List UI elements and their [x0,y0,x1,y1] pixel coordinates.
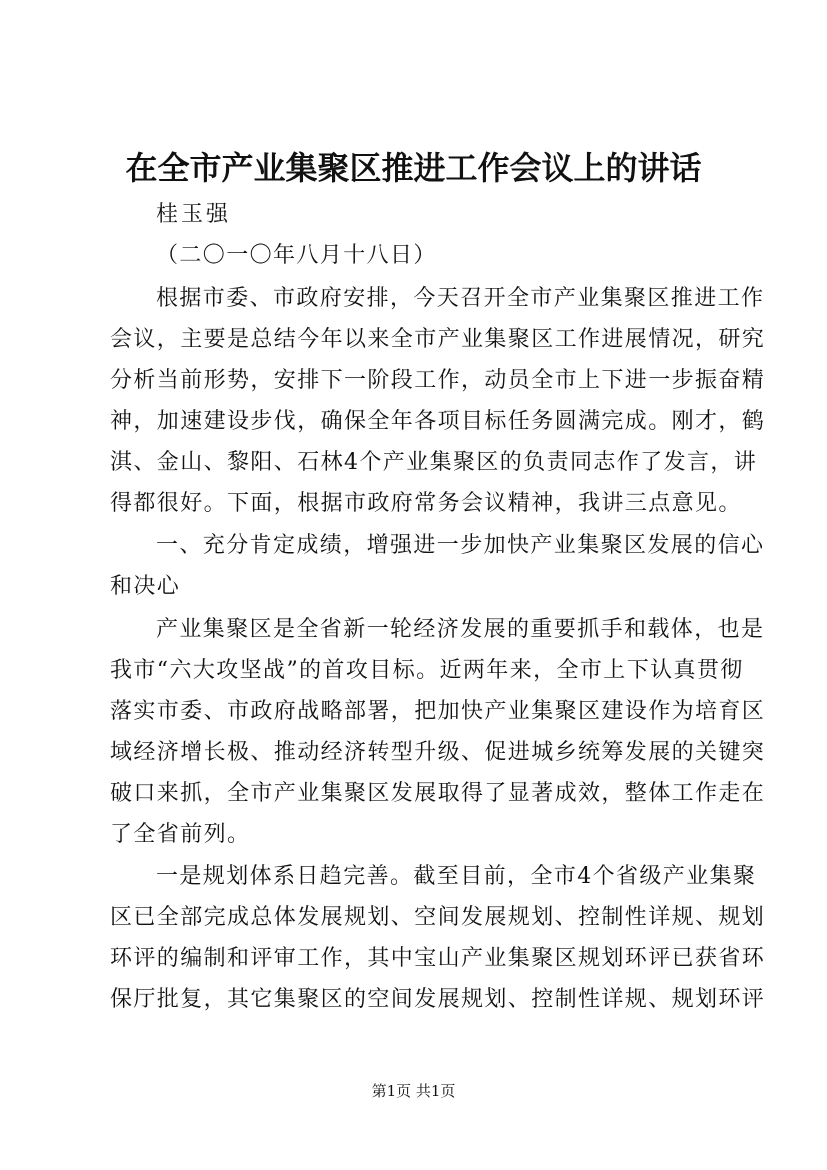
paragraph-line: 了全省前列。 [110,822,251,847]
paragraph-line: 落实市委、市政府战略部署，把加快产业集聚区建设作为培育区 [110,699,766,724]
section-heading-line: 和决心 [110,574,181,599]
paragraph-line: 一是规划体系日趋完善。截至目前，全市4个省级产业集聚 [156,864,757,889]
paragraph-line: 破口来抓，全市产业集聚区发展取得了显著成效，整体工作走在 [110,781,766,806]
speech-date: （二〇一〇年八月十八日） [156,243,437,268]
paragraph-line: 得都很好。下面，根据市政府常务会议精神，我讲三点意见。 [110,491,742,516]
author-name: 桂玉强 [156,202,232,227]
paragraph-line: 根据市委、市政府安排，今天召开全市产业集聚区推进工作 [156,286,765,311]
paragraph-line: 分析当前形势，安排下一阶段工作，动员全市上下进一步振奋精 [110,368,766,393]
paragraph-line: 淇、金山、黎阳、石林4个产业集聚区的负责同志作了发言，讲 [110,450,758,475]
paragraph-line: 产业集聚区是全省新一轮经济发展的重要抓手和载体，也是 [156,617,765,642]
section-heading-line: 一、充分肯定成绩，增强进一步加快产业集聚区发展的信心 [156,533,765,558]
paragraph-line: 神，加速建设步伐，确保全年各项目标任务圆满完成。刚才，鹤 [110,409,766,434]
page-number-footer: 第1页 共1页 [371,1082,456,1100]
paragraph-line: 我市“六大攻坚战”的首攻目标。近两年来，全市上下认真贯彻 [110,658,744,683]
paragraph-line: 保厅批复，其它集聚区的空间发展规划、控制性详规、规划环评 [110,987,766,1012]
paragraph-line: 会议，主要是总结今年以来全市产业集聚区工作进展情况，研究 [110,327,766,352]
paragraph-line: 域经济增长极、推动经济转型升级、促进城乡统筹发展的关键突 [110,740,766,765]
paragraph-line: 环评的编制和评审工作，其中宝山产业集聚区规划环评已获省环 [110,946,766,971]
document-title: 在全市产业集聚区推进工作会议上的讲话 [125,149,702,187]
paragraph-line: 区已全部完成总体发展规划、空间发展规划、控制性详规、规划 [110,905,766,930]
